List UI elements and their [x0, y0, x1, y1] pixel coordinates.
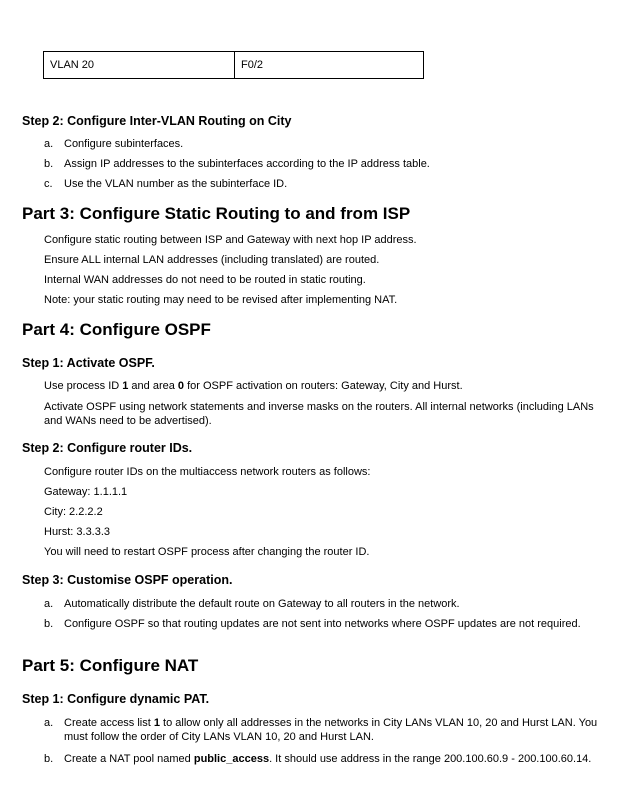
part4-step3-heading: Step 3: Customise OSPF operation.	[22, 573, 233, 587]
router-id-gateway: Gateway: 1.1.1.1	[44, 486, 128, 498]
list-text: Configure subinterfaces.	[64, 138, 184, 150]
part3-paragraph: Internal WAN addresses do not need to be routed in static routing.	[44, 274, 366, 286]
router-id-hurst: Hurst: 3.3.3.3	[44, 526, 111, 538]
part3-heading: Part 3: Configure Static Routing to and from ISP	[22, 204, 411, 223]
list-letter: b.	[44, 753, 54, 765]
list-letter: b.	[44, 158, 54, 170]
part4-step2-heading: Step 2: Configure router IDs.	[22, 441, 193, 455]
list-letter: b.	[44, 618, 54, 630]
list-text: Assign IP addresses to the subinterfaces according to the IP address table.	[64, 158, 430, 170]
part3-note: Note: your static routing may need to be revised after implementing NAT.	[44, 294, 398, 306]
router-id-intro: Configure router IDs on the multiaccess network routers as follows:	[44, 466, 371, 478]
part4-heading: Part 4: Configure OSPF	[22, 320, 211, 339]
list-letter: a.	[44, 598, 54, 610]
vlan-port-table	[43, 51, 424, 79]
ospf-process-paragraph: Use process ID 1 and area 0 for OSPF activation on routers: Gateway, City and Hurst.	[44, 380, 463, 392]
list-text: Create access list 1 to allow only all addresses in the networks in City LANs VLAN 10, 20 and Hurst LAN. You must follow the order of City LANs VLAN 10, 20 and Hurst LAN.	[64, 717, 598, 743]
ospf-activate-paragraph: Activate OSPF using network statements and inverse masks on the routers. All internal networks (including LANs and WANs need to be advertised).	[44, 401, 594, 427]
part5-heading: Part 5: Configure NAT	[22, 656, 199, 675]
part3-paragraph: Ensure ALL internal LAN addresses (including translated) are routed.	[44, 254, 380, 266]
table-row	[44, 52, 424, 79]
part3-paragraph: Configure static routing between ISP and Gateway with next hop IP address.	[44, 234, 417, 246]
list-text: Use the VLAN number as the subinterface ID.	[64, 178, 288, 190]
list-text: Configure OSPF so that routing updates are not sent into networks where OSPF updates are not required.	[64, 618, 581, 630]
part5-step1-heading: Step 1: Configure dynamic PAT.	[22, 692, 210, 706]
router-id-note: You will need to restart OSPF process after changing the router ID.	[44, 546, 370, 558]
list-letter: c.	[44, 178, 53, 190]
router-id-city: City: 2.2.2.2	[44, 506, 103, 518]
list-letter: a.	[44, 717, 54, 729]
list-text: Automatically distribute the default route on Gateway to all routers in the network.	[64, 598, 460, 610]
step2-intervlan-heading: Step 2: Configure Inter-VLAN Routing on City	[22, 114, 292, 128]
table-cell-vlan: VLAN 20	[44, 52, 235, 79]
part4-step1-heading: Step 1: Activate OSPF.	[22, 356, 155, 370]
list-letter: a.	[44, 138, 54, 150]
table-cell-port: F0/2	[235, 52, 424, 79]
list-text: Create a NAT pool named public_access. It should use address in the range 200.100.60.9 - 200.100.60.14.	[64, 753, 592, 765]
